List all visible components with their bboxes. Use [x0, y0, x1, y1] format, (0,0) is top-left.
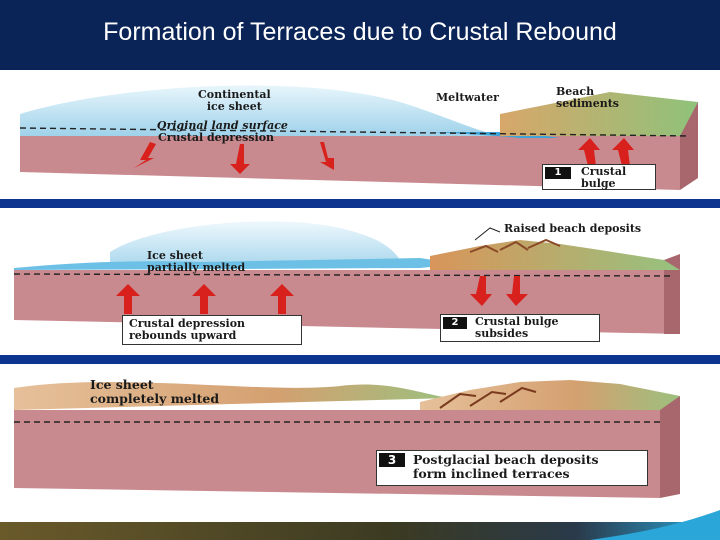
crustal-depression-box	[122, 315, 302, 345]
footer-swoosh	[590, 510, 720, 540]
label-continental-ice-sheet: Continental ice sheet	[198, 88, 271, 113]
step-2-box	[440, 314, 600, 342]
label-ice-sheet-partially-melted: Ice sheet partially melted	[147, 249, 246, 274]
label-beach-sediments: Beach sediments	[556, 85, 619, 110]
step-2-label: Crustal bulge subsides	[475, 315, 559, 340]
label-crustal-depression: Crustal depression	[158, 131, 275, 144]
step-3-number: 3	[379, 453, 405, 467]
step-1-number: 1	[545, 167, 571, 179]
step-2-number: 2	[443, 317, 467, 329]
label-meltwater: Meltwater	[436, 91, 499, 104]
divider-2	[0, 355, 720, 364]
label-raised-beach-deposits: Raised beach deposits	[504, 222, 642, 235]
crustal-depression-label: Crustal depression rebounds upward	[129, 317, 246, 342]
label-original-land-surface: Original land surface	[157, 119, 288, 132]
step-1-box	[542, 164, 656, 190]
label-ice-sheet-completely-melted: Ice sheet completely melted	[90, 377, 220, 406]
divider-1	[0, 199, 720, 208]
step-3-label: Postglacial beach deposits form inclined terraces	[413, 452, 599, 481]
slide-title: Formation of Terraces due to Crustal Rebound	[103, 18, 617, 46]
step-3-box	[376, 450, 648, 486]
step-1-label: Crustal bulge	[581, 165, 627, 190]
land-surface	[14, 382, 450, 410]
